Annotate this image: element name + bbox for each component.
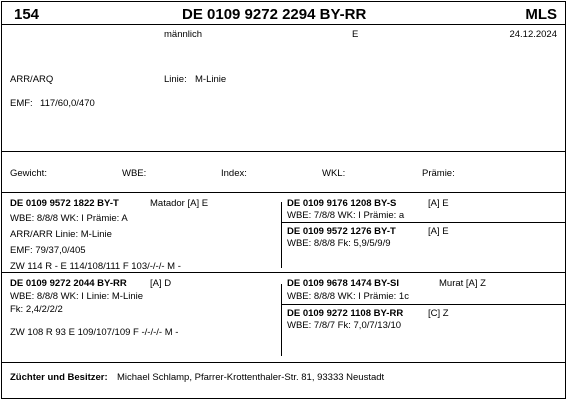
emf-value: 117/60,0/470 [40, 98, 95, 109]
mother-breeding-values: ZW 108 R 93 E 109/107/109 F -/-/-/- M - [10, 327, 179, 338]
paternal-grandfather-ring: DE 0109 9176 1208 BY-S [287, 198, 397, 209]
father-wbe: WBE: 8/8/8 WK: I Prämie: A [10, 213, 128, 224]
animal-number: 154 [14, 6, 40, 23]
maternal-grandfather-tag: Murat [A] Z [439, 278, 486, 289]
index-label: Index: [221, 168, 247, 179]
father-genotype: ARR/ARR Linie: M-Linie [10, 229, 112, 240]
parents-divider [2, 272, 565, 273]
animal-ring-number: DE 0109 9272 2294 BY-RR [182, 6, 367, 23]
footer-divider [2, 362, 565, 363]
maternal-grandparents-divider [282, 304, 566, 305]
wkl-label: WKL: [322, 168, 346, 179]
emf-label: EMF: [10, 98, 33, 109]
father-ring: DE 0109 9572 1822 BY-T [10, 198, 119, 209]
father-breeding-values: ZW 114 R - E 114/108/111 F 103/-/-/- M - [10, 261, 181, 272]
mother-ring: DE 0109 9272 2044 BY-RR [10, 278, 127, 289]
maternal-grandmother-wbe: WBE: 7/8/7 Fk: 7,0/7/13/10 [287, 320, 402, 331]
info-divider [2, 151, 565, 152]
father-emf: EMF: 79/37,0/405 [10, 245, 86, 256]
maternal-grandfather-wbe: WBE: 8/8/8 WK: I Prämie: 1c [287, 291, 409, 302]
paternal-grandmother-wbe: WBE: 8/8/8 Fk: 5,9/5/9/9 [287, 238, 391, 249]
class-grade: E [352, 29, 359, 40]
date: 24.12.2024 [509, 29, 557, 40]
premium-label: Prämie: [422, 168, 455, 179]
mother-tag: [A] D [150, 278, 172, 289]
header-divider [2, 24, 565, 25]
pedigree-card [1, 1, 566, 399]
ratings-divider [2, 192, 565, 193]
maternal-grandmother-ring: DE 0109 9272 1108 BY-RR [287, 308, 404, 319]
sex: männlich [164, 29, 203, 40]
mother-fk: Fk: 2,4/2/2/2 [10, 304, 63, 315]
line-label: Linie: [164, 74, 187, 85]
maternal-grandmother-tag: [C] Z [428, 308, 449, 319]
paternal-grandmother-ring: DE 0109 9572 1276 BY-T [287, 226, 396, 237]
weight-label: Gewicht: [10, 168, 47, 179]
mother-wbe: WBE: 8/8/8 WK: I Linie: M-Linie [10, 291, 144, 302]
paternal-grandfather-tag: [A] E [428, 198, 449, 209]
maternal-bracket [281, 284, 282, 356]
genotype: ARR/ARQ [10, 74, 54, 85]
breeder-owner-label: Züchter und Besitzer: [10, 372, 108, 383]
paternal-bracket [281, 202, 282, 268]
father-name: Matador [A] E [150, 198, 209, 209]
maternal-grandfather-ring: DE 0109 9678 1474 BY-SI [287, 278, 399, 289]
paternal-grandfather-wbe: WBE: 7/8/8 WK: I Prämie: a [287, 210, 405, 221]
breeder-owner-value: Michael Schlamp, Pfarrer-Krottenthaler-Str. 81, 93333 Neustadt [117, 372, 385, 383]
paternal-grandmother-tag: [A] E [428, 226, 449, 237]
wbe-label: WBE: [122, 168, 147, 179]
breed-code: MLS [525, 6, 557, 23]
paternal-grandparents-divider [282, 222, 566, 223]
line-value: M-Linie [195, 74, 227, 85]
